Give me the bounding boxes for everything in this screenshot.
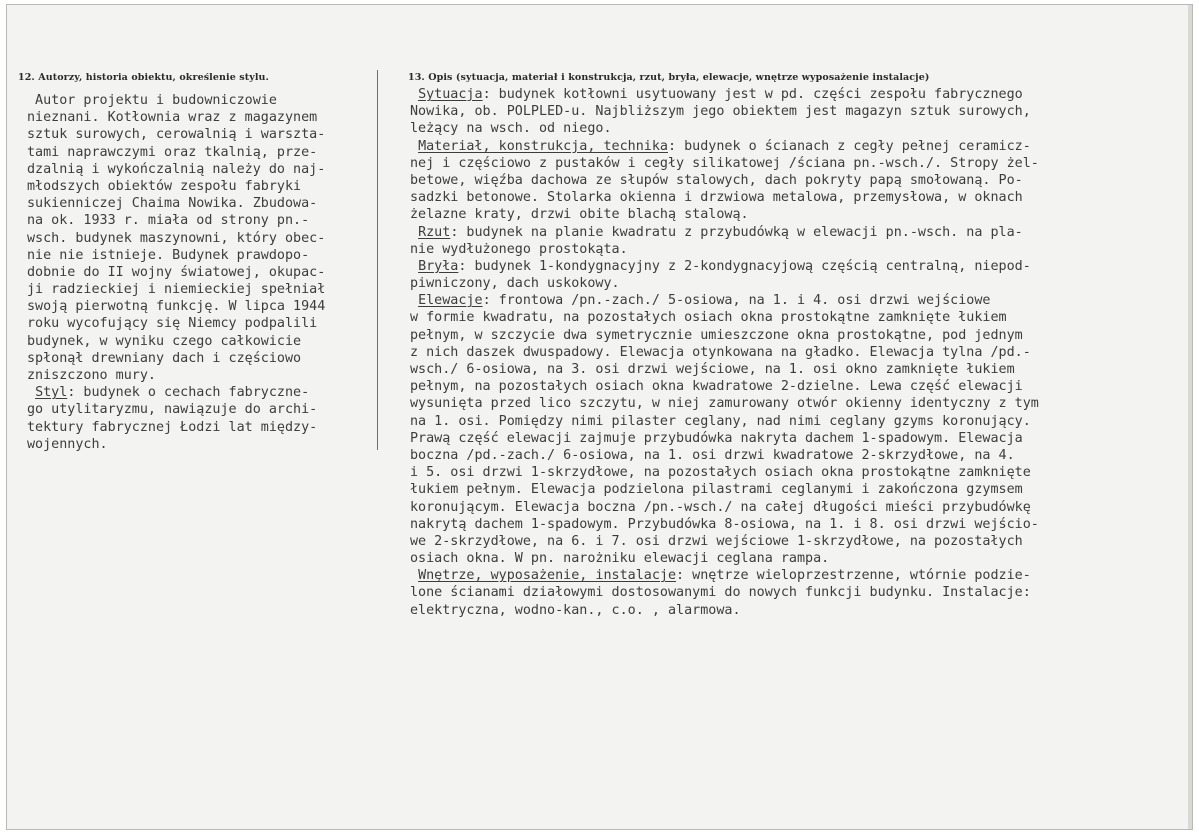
text-line <box>27 161 325 178</box>
text-line <box>410 155 1039 172</box>
text-line <box>410 138 1039 155</box>
text-line <box>410 361 1039 378</box>
section-13-header: 13. Opis (sytuacja, materiał i konstrukcja, rzut, bryła, elewacje, wnętrze wyposażenie instalacje) <box>408 72 930 83</box>
text-line <box>410 413 1039 430</box>
text-segment: we 2-skrzydłowe, na 6. i 7. osi drzwi wejściowe 1-skrzydłowe, na pozostałych <box>410 533 1023 549</box>
subheading-label: Elewacje <box>418 293 483 309</box>
text-segment: na 1. osi. Pomiędzy nimi pilaster ceglany, nad nimi ceglany gzyms koronujący. <box>410 413 1031 429</box>
text-segment: w formie kwadratu, na pozostałych osiach okna prostokątne zamknięte łukiem <box>410 310 1007 326</box>
text-segment: nie nie istnieje. Budynek prawdopo- <box>27 247 310 263</box>
text-line <box>410 189 1039 206</box>
text-line <box>410 172 1039 189</box>
text-segment <box>27 385 35 400</box>
text-line <box>410 275 1039 292</box>
text-line <box>410 516 1039 533</box>
text-line <box>27 126 325 143</box>
text-segment: spłonął drewniany dach i częściowo <box>27 350 302 366</box>
text-segment: pełnym, w szczycie dwa symetrycznie umieszczone okna prostokątne, pod jednym <box>410 327 1023 343</box>
subheading-label: Materiał, konstrukcja, technika <box>418 138 668 154</box>
section-13-text <box>410 86 1039 619</box>
text-segment: : budynek na planie kwadratu z przybudówką w elewacji pn.-wsch. na pla- <box>450 224 1023 240</box>
text-line <box>410 241 1039 258</box>
text-segment: na ok. 1933 r. miała od strony pn.- <box>27 213 310 229</box>
text-line <box>27 350 325 367</box>
section-12-text <box>27 92 325 453</box>
text-line <box>27 281 325 298</box>
text-segment: koronującym. Elewacja boczna /pn.-wsch./ na całej długości mieści przybudówkę <box>410 499 1031 515</box>
text-segment: żelazne kraty, drzwi obite blachą stalową. <box>410 207 749 223</box>
text-segment: wsch./ 6-osiowa, na 3. osi drzwi wejściowe, na 1. osi okno zamknięte łukiem <box>410 362 1015 377</box>
sheet-edge <box>1188 5 1192 829</box>
text-segment: swoją pierwotną funkcję. W lipca 1944 <box>27 299 326 315</box>
text-segment: roku wycofujący się Niemcy podpalili <box>27 316 318 332</box>
text-segment: Prawą część elewacji zajmuje przybudówka nakryta dachem 1-spadowym. Elewacja <box>410 430 1023 446</box>
text-line <box>410 86 1039 103</box>
text-segment: : frontowa /pn.-zach./ 5-osiowa, na 1. i 4. osi drzwi wejściowe <box>482 293 991 309</box>
text-line <box>27 144 325 161</box>
text-line <box>27 178 325 195</box>
text-line <box>410 550 1039 567</box>
text-line <box>410 447 1039 464</box>
text-segment: nakrytą dachem 1-spadowym. Przybudówka 8-osiowa, na 1. i 8. osi drzwi wejścio- <box>410 516 1039 532</box>
text-line <box>410 309 1039 326</box>
text-segment: wsch. budynek maszynowni, który obec- <box>27 230 326 246</box>
text-line <box>27 212 325 229</box>
text-line <box>27 436 325 453</box>
section-12-header: 12. Autorzy, historia obiektu, określenie stylu. <box>18 72 269 83</box>
text-segment: nej i częściowo z pustaków i cegły silikatowej /ściana pn.-wsch./. Stropy żel- <box>410 155 1039 171</box>
text-segment: budynek, w wyniku czego całkowicie <box>27 333 302 349</box>
text-line <box>410 344 1039 361</box>
text-segment: : budynek o cechach fabryczne- <box>67 385 310 401</box>
subheading-label: Rzut <box>418 224 451 240</box>
subheading-label: Wnętrze, wyposażenie, instalacje <box>418 568 677 584</box>
text-line <box>410 292 1039 309</box>
text-line <box>410 430 1039 447</box>
text-line <box>27 247 325 264</box>
text-line <box>410 533 1039 550</box>
text-segment: : wnętrze wieloprzestrzenne, wtórnie podzie- <box>676 568 1031 584</box>
text-segment: wysunięta przed lico szczytu, w niej zamurowany otwór okienny identyczny z tym <box>410 396 1039 412</box>
text-line <box>410 327 1039 344</box>
text-segment: łukiem pełnym. Elewacja podzielona pilastrami ceglanymi i zakończona gzymsem <box>410 482 1023 498</box>
text-segment: nie wydłużonego prostokąta. <box>410 241 628 257</box>
text-segment: : budynek o ścianach z cegły pełnej ceramicz- <box>667 138 1031 154</box>
text-segment: sukienniczej Chaima Nowika. Zbudowa- <box>27 196 318 212</box>
text-line <box>410 499 1039 516</box>
text-segment: dobnie do II wojny światowej, okupac- <box>27 264 326 280</box>
text-segment: elektryczna, wodno-kan., c.o. , alarmowa. <box>410 602 741 618</box>
text-segment: tektury fabrycznej Łodzi lat między- <box>27 419 318 435</box>
text-line <box>27 230 325 247</box>
text-line <box>27 92 325 109</box>
text-line <box>27 401 325 418</box>
text-line <box>410 481 1039 498</box>
subheading-label: Sytuacja <box>418 87 483 102</box>
text-line <box>27 264 325 281</box>
text-line <box>27 195 325 212</box>
text-segment: sadzki betonowe. Stolarka okienna i drzwiowa metalowa, przemysłowa, w oknach <box>410 190 1023 206</box>
text-segment: piwniczony, dach uskokowy. <box>410 276 620 292</box>
text-segment: boczna /pd.-zach./ 6-osiowa, na 1. osi drzwi kwadratowe 2-skrzydłowe, na 4. <box>410 447 1015 463</box>
text-line <box>410 395 1039 412</box>
text-segment <box>410 293 418 308</box>
text-line <box>27 333 325 350</box>
text-line <box>27 109 325 126</box>
text-segment: i 5. osi drzwi 1-skrzydłowe, na pozostałych osiach okna prostokątne zamknięte <box>410 465 1031 481</box>
text-segment: : budynek kotłowni usytuowany jest w pd. części zespołu fabrycznego <box>482 87 1023 102</box>
text-segment: sztuk surowych, cerowalnią i warszta- <box>27 127 326 143</box>
text-segment: Autor projektu i budowniczowie <box>27 93 277 108</box>
text-segment: pełnym, na pozostałych osiach okna kwadratowe 2-dzielne. Lewa część elewacji <box>410 379 1023 395</box>
text-segment: go utylitaryzmu, nawiązuje do archi- <box>27 402 318 418</box>
text-line <box>410 224 1039 241</box>
text-segment: leżący na wsch. od niego. <box>410 121 612 137</box>
text-segment: zniszczono mury. <box>27 368 156 383</box>
text-segment <box>410 139 418 154</box>
text-segment: młodszych obiektów zespołu fabryki <box>27 178 302 194</box>
text-segment: : budynek 1-kondygnacyjny z 2-kondygnacyjową częścią centralną, niepod- <box>458 258 1031 274</box>
column-divider <box>377 70 378 450</box>
text-segment: tami naprawczymi oraz tkalnią, prze- <box>27 144 318 160</box>
text-segment: betowe, więźba dachowa ze słupów stalowych, dach pokryty papą smołowaną. Po- <box>410 172 1023 188</box>
text-line <box>410 103 1039 120</box>
text-segment: lone ścianami działowymi dostosowanymi do nowych funkcji budynku. Instalacje: <box>410 585 1031 601</box>
text-line <box>27 384 325 401</box>
text-segment <box>410 225 418 240</box>
text-line <box>410 602 1039 619</box>
text-segment: nieznani. Kotłownia wraz z magazynem <box>27 110 318 126</box>
text-line <box>410 584 1039 601</box>
text-line <box>410 206 1039 223</box>
text-line <box>410 567 1039 584</box>
text-line <box>27 298 325 315</box>
text-line <box>27 367 325 384</box>
subheading-label: Styl <box>35 385 68 401</box>
text-segment: dzalnią i wykończalnią należy do naj- <box>27 161 326 177</box>
text-segment: Nowika, ob. POLPLED-u. Najbliższym jego obiektem jest magazyn sztuk surowych, <box>410 104 1031 120</box>
text-line <box>27 419 325 436</box>
text-segment <box>410 568 418 583</box>
text-line <box>410 258 1039 275</box>
text-segment: osiach okna. W pn. narożniku elewacji ceglana rampa. <box>410 551 830 567</box>
text-segment: wojennych. <box>27 436 108 452</box>
text-segment <box>410 87 418 102</box>
text-segment: z nich daszek dwuspadowy. Elewacja otynkowana na gładko. Elewacja tylna /pd.- <box>410 344 1031 360</box>
subheading-label: Bryła <box>418 258 459 274</box>
text-line <box>410 464 1039 481</box>
text-segment: ji radzieckiej i niemieckiej spełniał <box>27 282 326 298</box>
text-line <box>410 120 1039 137</box>
text-line <box>27 315 325 332</box>
text-segment <box>410 259 418 274</box>
text-line <box>410 378 1039 395</box>
